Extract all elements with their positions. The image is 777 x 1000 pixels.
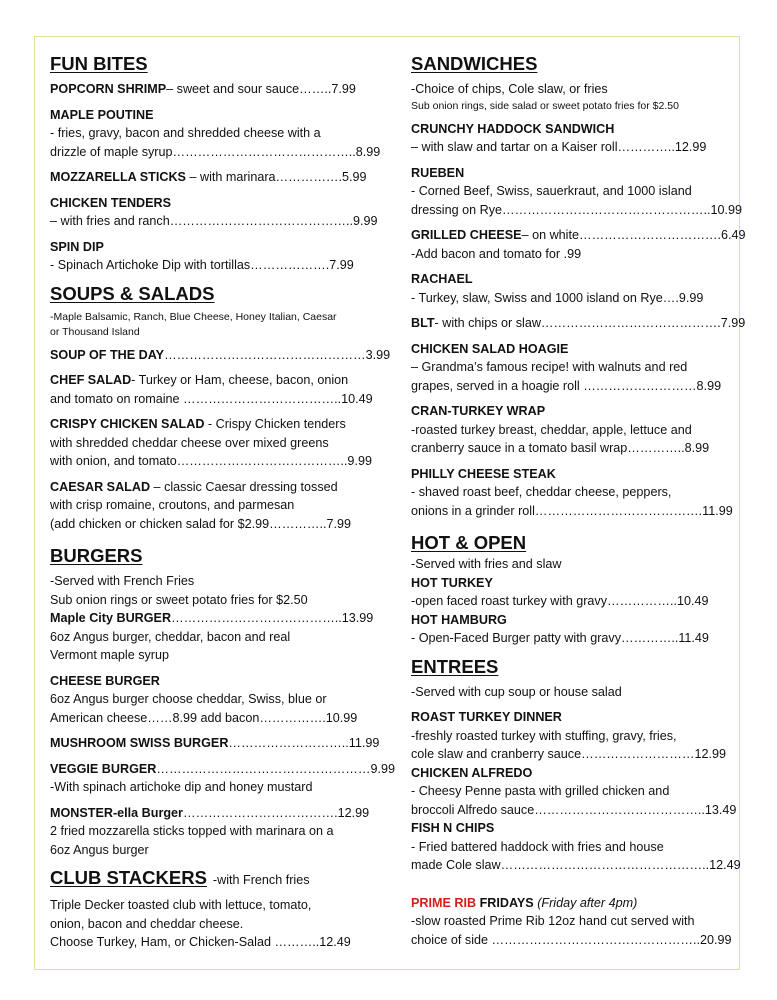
section-title: BURGERS [50, 545, 143, 566]
item-name: BLT [411, 316, 435, 330]
item-desc: Triple Decker toasted club with lettuce, tomato, [50, 898, 312, 912]
prime-rib-title-fridays: FRIDAYS [476, 895, 534, 910]
item-desc: cranberry sauce in a tomato basil wrap…………..8.99 [411, 441, 710, 455]
section-title: SOUPS & SALADS [50, 282, 215, 304]
item-name: RUEBEN [411, 165, 465, 180]
item-desc: 6oz Angus burger choose cheddar, Swiss, blue or [50, 692, 327, 706]
item-name: CHICKEN ALFREDO [411, 765, 533, 780]
item-name: CHICKEN SALAD HOAGIE [411, 341, 569, 356]
item-desc: - Open-Faced Burger patty with gravy…………..11.49 [411, 631, 709, 645]
left-column [50, 52, 395, 952]
item-name: MAPLE POUTINE [50, 107, 154, 122]
item-desc: Choose Turkey, Ham, or Chicken-Salad ………..12.49 [50, 935, 351, 949]
item-desc: 6oz Angus burger [50, 842, 149, 857]
menu-item-crunchy-haddock-sandwich [411, 120, 729, 157]
section-title: HOT & OPEN [411, 532, 527, 553]
menu-item-roast-turkey-dinner [411, 708, 729, 764]
section-title-text: CLUB STACKERS [50, 867, 207, 888]
item-name: POPCORN SHRIMP [50, 82, 167, 96]
item-desc: onion, bacon and cheddar cheese. [50, 916, 244, 931]
prime-rib-title: PRIME RIB [411, 895, 477, 910]
menu-item-mushroom-swiss-burger [50, 734, 380, 753]
note-line: Sub onion rings or sweet potato fries for $2.50 [50, 592, 308, 607]
note-line: -Served with French Fries [50, 574, 195, 588]
item-name: CRUNCHY HADDOCK SANDWICH [411, 121, 615, 136]
menu-item-rueben [411, 164, 743, 220]
menu-item-chicken-tenders [50, 194, 378, 231]
item-desc: – with fries and ranch……………………………………..9.99 [50, 214, 378, 228]
item-desc: – with slaw and tartar on a Kaiser roll…………..12.99 [411, 140, 707, 154]
section-title-note: -with French fries [212, 873, 310, 887]
item-desc: broccoli Alfredo sauce…………………………………..13.49 [411, 802, 737, 817]
item-name: VEGGIE BURGER [50, 761, 157, 776]
section-sandwiches [411, 52, 746, 520]
item-name: HOT HAMBURG [411, 612, 507, 627]
menu-item-maple-city-burger [50, 609, 374, 665]
item-desc: – with marinara…………….5.99 [185, 170, 367, 184]
item-desc: -freshly roasted turkey with stuffing, gravy, fries, [411, 728, 677, 743]
menu-item-philly-cheese-steak [411, 465, 733, 521]
item-desc: with shredded cheddar cheese over mixed greens [50, 435, 329, 450]
section-title: ENTREES [411, 655, 499, 677]
note-line: or Thousand Island [50, 325, 140, 338]
section-title [50, 866, 368, 892]
menu-item-soup-of-the-day [50, 346, 391, 365]
item-desc: - Fried battered haddock with fries and house [411, 839, 664, 854]
note-line: -Maple Balsamic, Ranch, Blue Cheese, Honey Italian, Caesar [50, 310, 337, 323]
section-note: -Served with fries and slaw [411, 557, 562, 571]
item-desc: – sweet and sour sauce……..7.99 [166, 82, 356, 96]
item-desc: -slow roasted Prime Rib 12oz hand cut served with [411, 914, 695, 928]
item-desc: 2 fried mozzarella sticks topped with marinara on a [50, 824, 334, 838]
menu-item-caesar-salad [50, 478, 368, 534]
item-name: GRILLED CHEESE [411, 228, 522, 242]
item-desc: ……………………………….12.99 [182, 805, 370, 820]
item-name: FISH N CHIPS [411, 821, 495, 835]
section-club-stackers [50, 866, 368, 952]
section-note [411, 80, 729, 114]
menu-item-veggie-burger [50, 760, 395, 797]
right-column [411, 52, 746, 949]
item-desc: onions in a grinder roll………………………………….11.99 [411, 503, 733, 518]
menu-item-rachael [411, 270, 729, 307]
item-desc: -With spinach artichoke dip and honey mustard [50, 780, 313, 794]
menu-item-mozzarella-sticks [50, 168, 368, 187]
note-line: Sub onion rings, side salad or sweet potato fries for $2.50 [411, 99, 679, 112]
item-name: PHILLY CHEESE STEAK [411, 466, 556, 481]
item-desc: - with chips or slaw…………………………………….7.99 [434, 316, 746, 330]
item-name: MONSTER-ella Burger [50, 805, 183, 820]
menu-item-hot-turkey [411, 574, 729, 611]
item-desc: - Crispy Chicken tenders [204, 417, 346, 431]
item-desc: …………………………………..13.99 [171, 611, 374, 625]
item-name: SPIN DIP [50, 239, 104, 254]
item-desc: - Spinach Artichoke Dip with tortillas……………….7.99 [50, 258, 354, 272]
menu-item-chicken-alfredo [411, 764, 737, 820]
item-desc: – on white…………………………….6.49 [521, 228, 746, 242]
item-name: CHEF SALAD [50, 373, 132, 387]
section-title: SANDWICHES [411, 53, 538, 74]
section-entrees [411, 655, 741, 875]
section-note: -Served with cup soup or house salad [411, 684, 622, 699]
item-desc: choice of side …………………………………………..20.99 [411, 932, 732, 947]
item-desc: - Cheesy Penne pasta with grilled chicken and [411, 784, 670, 798]
item-desc: - Turkey or Ham, cheese, bacon, onion [131, 373, 349, 387]
section-prime-rib [411, 894, 732, 950]
item-name: CRAN-TURKEY WRAP [411, 404, 546, 418]
menu-item-spin-dip [50, 238, 368, 275]
prime-rib-note: (Friday after 4pm) [533, 895, 638, 910]
section-fun-bites [50, 52, 381, 275]
item-desc: - fries, gravy, bacon and shredded cheese with a [50, 126, 321, 140]
menu-item-maple-poutine [50, 106, 381, 162]
section-note [50, 310, 368, 340]
item-desc: …………………………………………3.99 [164, 347, 391, 362]
section-hot-open [411, 531, 729, 648]
menu-item-chicken-salad-hoagie [411, 340, 729, 396]
item-name: ROAST TURKEY DINNER [411, 710, 562, 724]
section-note [50, 572, 368, 609]
menu-item-hot-hamburg [411, 611, 729, 648]
item-desc: dressing on Rye…………………………………………..10.99 [411, 202, 743, 217]
item-name: Maple City BURGER [50, 611, 172, 625]
item-desc: -roasted turkey breast, cheddar, apple, lettuce and [411, 422, 692, 437]
menu-item-popcorn-shrimp [50, 80, 368, 99]
item-desc: -open faced roast turkey with gravy……………..10.49 [411, 594, 709, 608]
menu-item-cheese-burger [50, 672, 368, 728]
item-desc: – classic Caesar dressing tossed [150, 479, 338, 494]
item-desc: cole slaw and cranberry sauce………………………12.99 [411, 747, 726, 761]
note-line: -Choice of chips, Cole slaw, or fries [411, 82, 608, 96]
item-desc: – Grandma’s famous recipe! with walnuts and red [411, 360, 688, 374]
item-name: HOT TURKEY [411, 575, 493, 590]
item-desc: - Turkey, slaw, Swiss and 1000 island on Rye….9.99 [411, 290, 704, 305]
section-soups-salads [50, 282, 391, 534]
item-desc: and tomato on romaine ………………………………..10.49 [50, 391, 373, 406]
item-desc: (add chicken or chicken salad for $2.99…………..7.99 [50, 516, 352, 531]
section-title: FUN BITES [50, 53, 148, 74]
item-name: SOUP OF THE DAY [50, 347, 165, 362]
section-burgers [50, 544, 395, 859]
item-desc: American cheese……8.99 add bacon…………….10.99 [50, 710, 358, 725]
item-desc: ……………………………………………9.99 [156, 761, 395, 776]
menu-item-blt [411, 314, 746, 333]
menu-item-fish-n-chips [411, 819, 741, 875]
item-name: MUSHROOM SWISS BURGER [50, 736, 229, 750]
item-desc: -Add bacon and tomato for .99 [411, 246, 582, 261]
item-desc: ………………………..11.99 [228, 736, 380, 750]
item-desc: - shaved roast beef, cheddar cheese, peppers, [411, 485, 672, 499]
item-name: CAESAR SALAD [50, 479, 151, 494]
menu-item-monster-ella-burger [50, 804, 368, 860]
menu-item-crispy-chicken-salad [50, 415, 372, 471]
item-desc: made Cole slaw…………………………………………..12.49 [411, 858, 741, 872]
menu-item-cran-turkey-wrap [411, 402, 729, 458]
item-desc: grapes, served in a hoagie roll ………………………8.99 [411, 378, 722, 393]
menu-item-chef-salad [50, 371, 373, 408]
item-desc: - Corned Beef, Swiss, sauerkraut, and 1000 island [411, 184, 692, 198]
item-name: CRISPY CHICKEN SALAD [50, 417, 205, 431]
item-desc: with onion, and tomato…………………………………..9.99 [50, 454, 372, 468]
item-desc: with crisp romaine, croutons, and parmesan [50, 498, 295, 512]
item-desc: drizzle of maple syrup……………………………………..8.99 [50, 144, 381, 159]
item-name: RACHAEL [411, 272, 473, 286]
item-desc: Vermont maple syrup [50, 648, 169, 662]
item-name: MOZZARELLA STICKS [50, 170, 186, 184]
item-name: CHEESE BURGER [50, 673, 160, 688]
item-name: CHICKEN TENDERS [50, 195, 172, 210]
menu-item-grilled-cheese [411, 226, 746, 263]
item-desc: 6oz Angus burger, cheddar, bacon and real [50, 629, 291, 644]
